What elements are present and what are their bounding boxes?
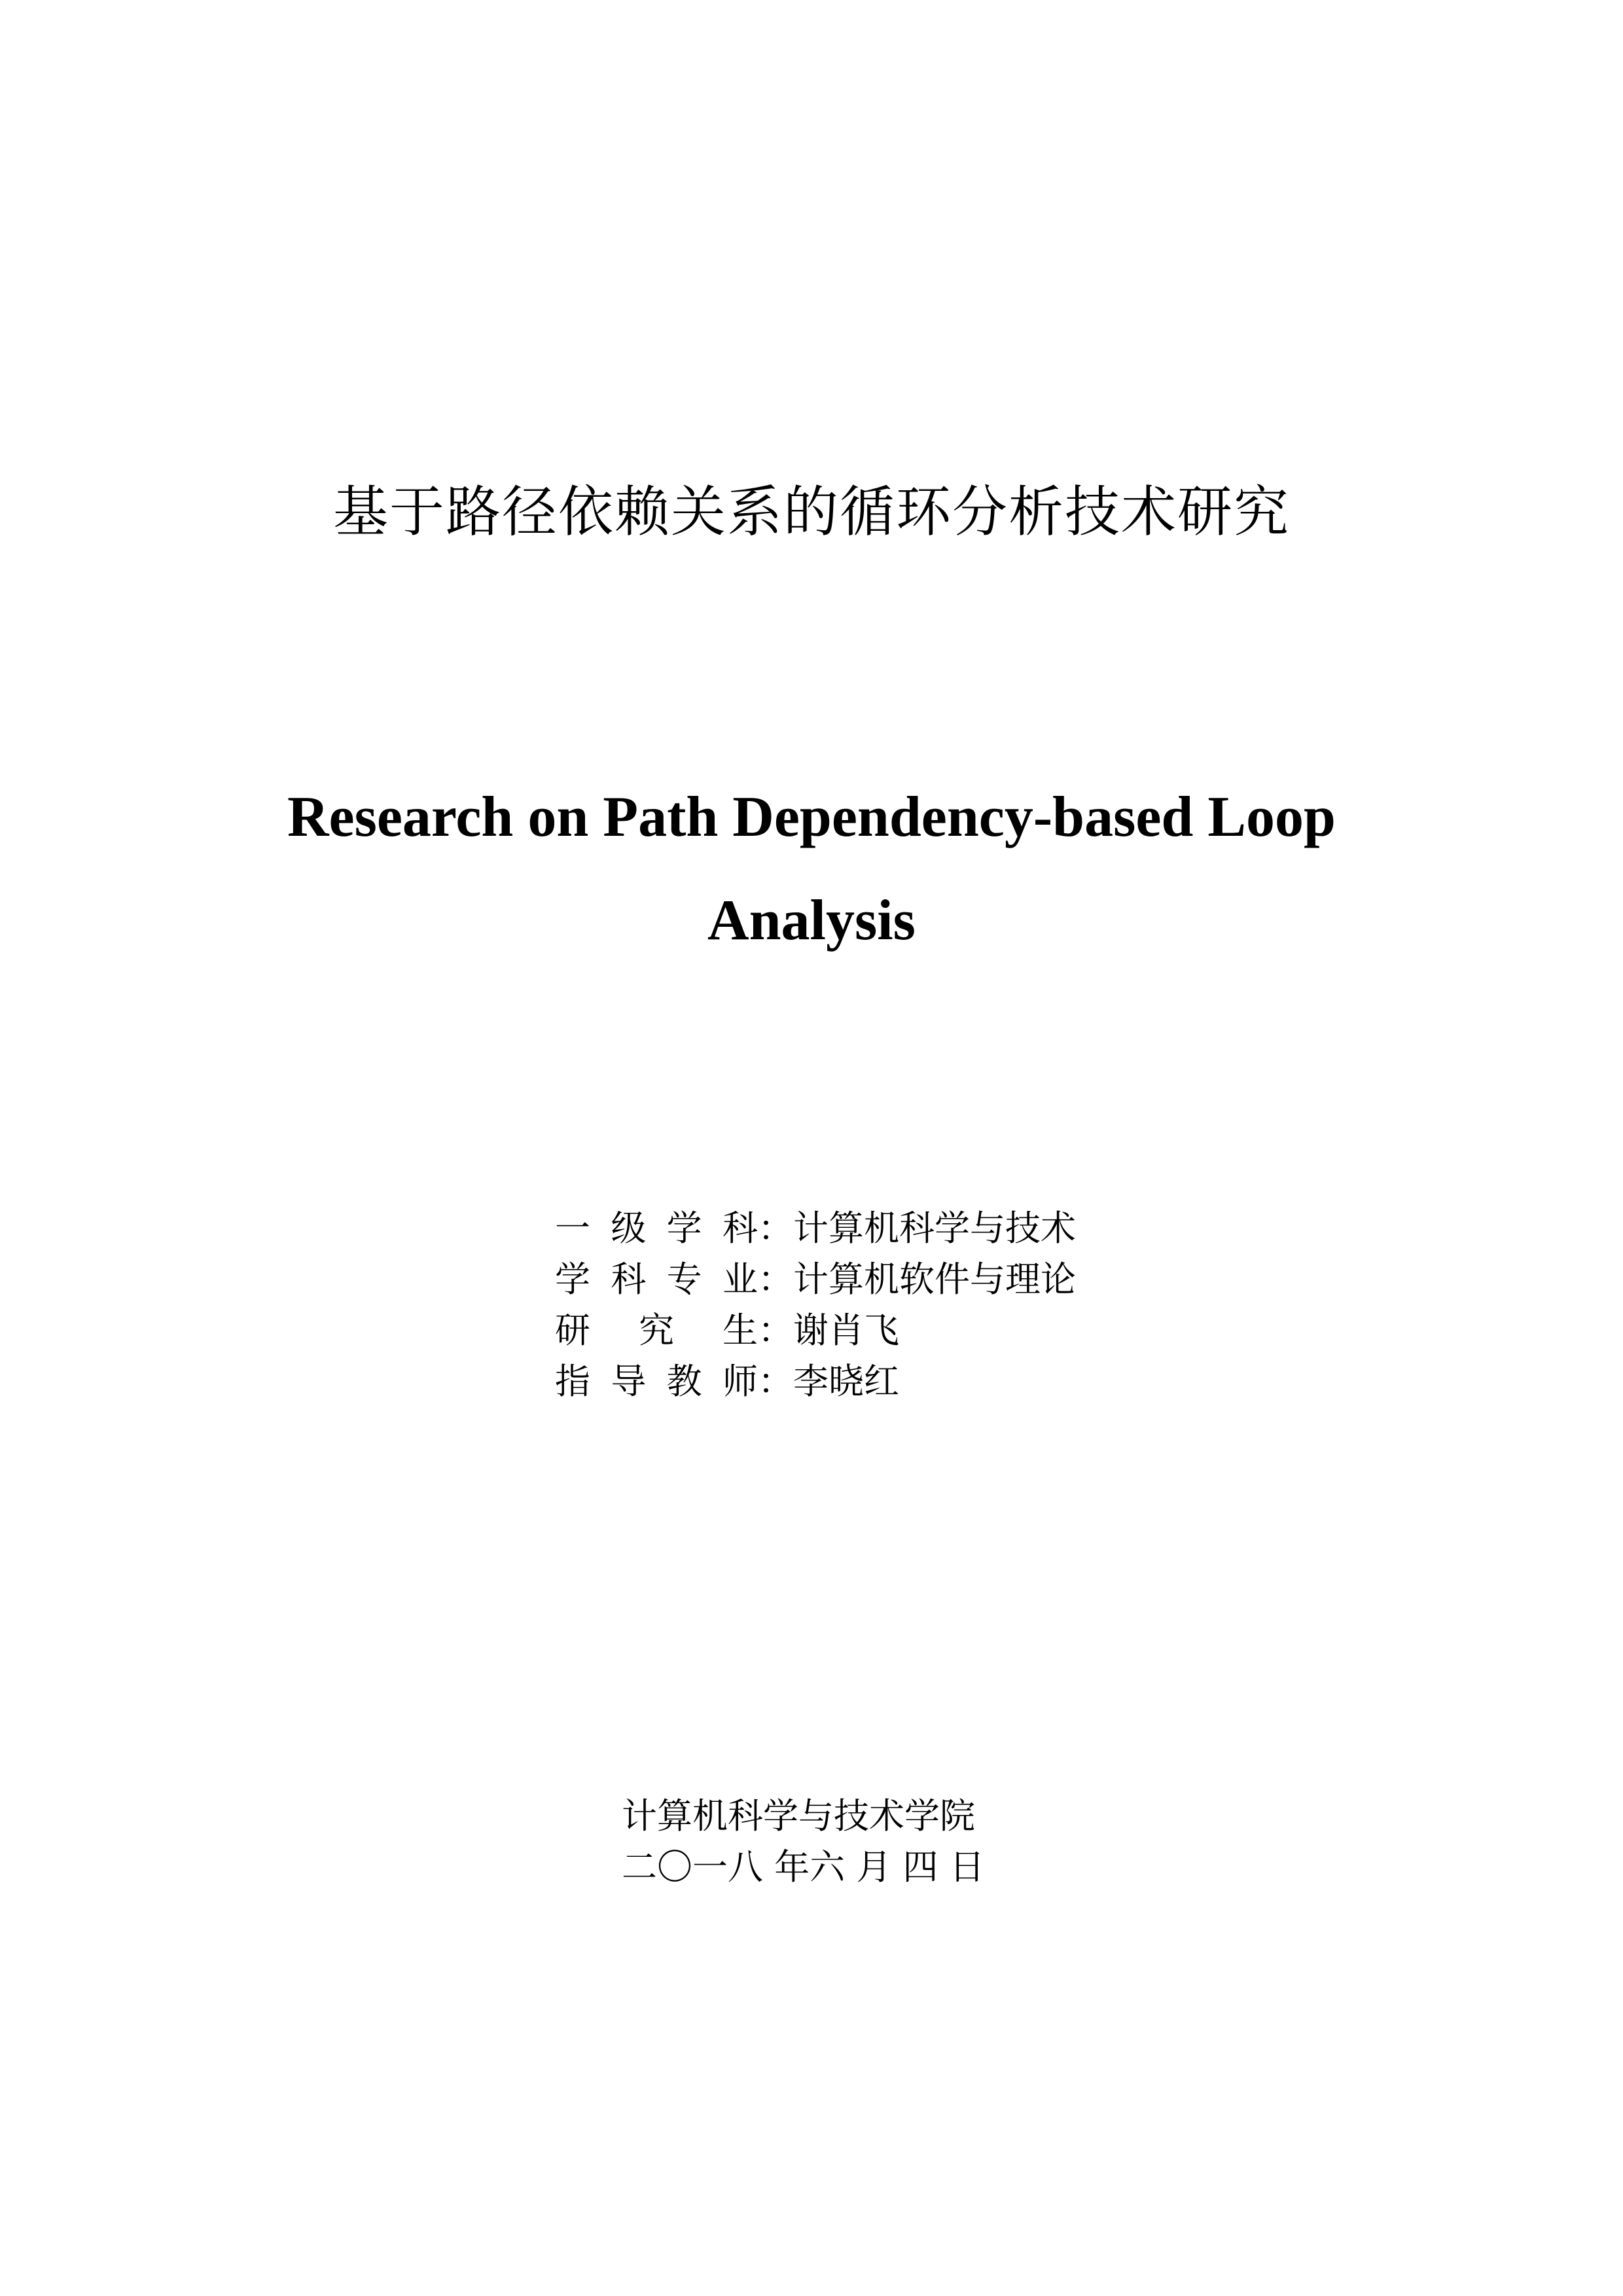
- info-row-discipline: [555, 1203, 1076, 1254]
- info-value: 李晓红: [793, 1361, 899, 1402]
- info-label: 指导教师: [555, 1361, 758, 1402]
- info-colon: ：: [758, 1208, 793, 1249]
- info-colon: ：: [758, 1310, 793, 1351]
- footer: [622, 1791, 985, 1893]
- info-colon: ：: [758, 1361, 793, 1402]
- english-title-line-1: Research on Path Dependency-based Loop: [287, 785, 1336, 849]
- english-title: [0, 766, 1623, 973]
- info-row-advisor: [555, 1356, 1076, 1407]
- info-row-student: [555, 1305, 1076, 1356]
- info-value: 计算机软件与理论: [793, 1259, 1076, 1300]
- info-value: 计算机科学与技术: [793, 1208, 1076, 1249]
- school-name: 计算机科学与技术学院: [622, 1795, 975, 1837]
- english-title-line-2: Analysis: [707, 889, 916, 952]
- chinese-title: 基于路径依赖关系的循环分析技术研究: [332, 480, 1290, 544]
- info-label: 学科专业: [555, 1259, 758, 1300]
- info-row-major: [555, 1254, 1076, 1305]
- info-label: 一级学科: [555, 1208, 758, 1249]
- info-value: 谢肖飞: [793, 1310, 899, 1351]
- info-colon: ：: [758, 1259, 793, 1300]
- thesis-info: [555, 1203, 1076, 1407]
- thesis-date: 二〇一八 年六 月 四 日: [622, 1846, 985, 1888]
- info-label: 研究生: [555, 1310, 758, 1351]
